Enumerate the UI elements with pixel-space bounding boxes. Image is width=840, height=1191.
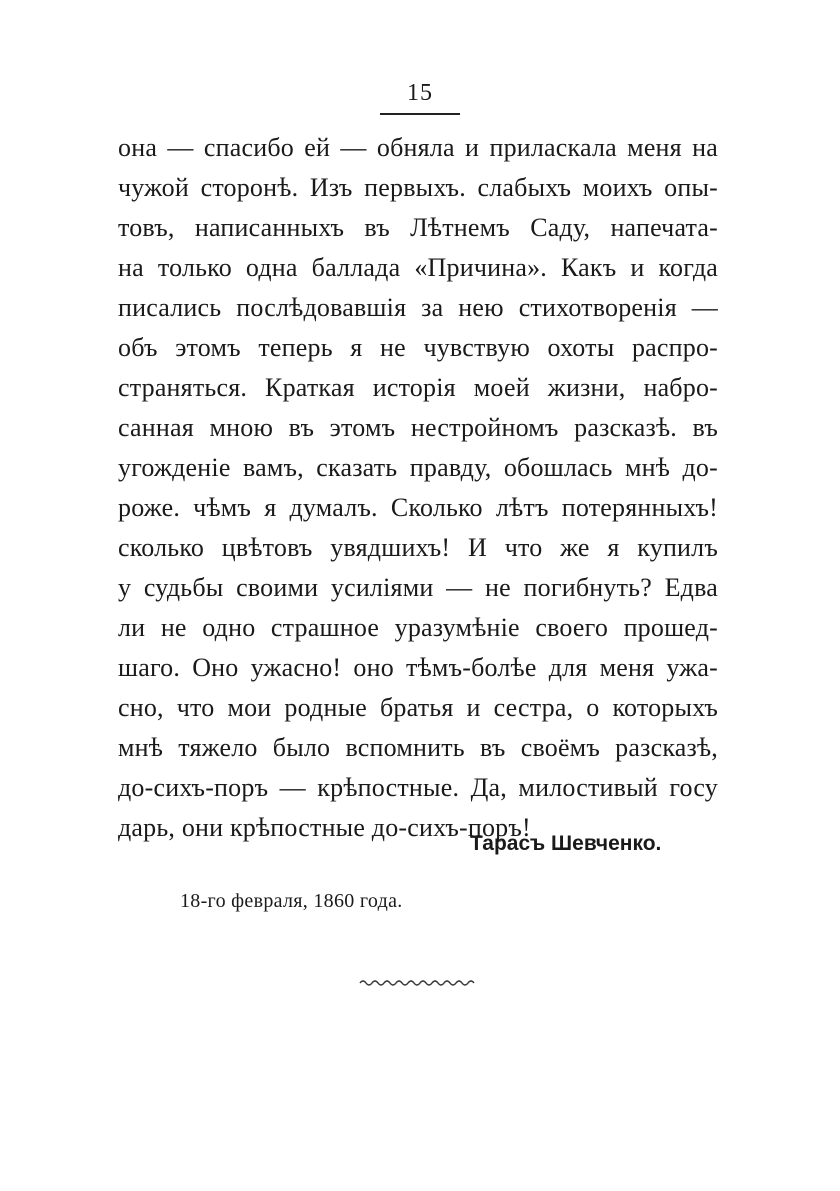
text-line: товъ, написанныхъ въ Лѣтнемъ Саду, напечата- <box>118 213 718 242</box>
text-line: сколько цвѣтовъ увядшихъ! И что же я купилъ <box>118 533 718 562</box>
body-paragraph <box>118 128 718 848</box>
text-line: шаго. Оно ужасно! оно тѣмъ-болѣе для меня ужа- <box>118 653 718 682</box>
page-number-underline <box>380 113 460 115</box>
text-line: мнѣ тяжело было вспомнить въ своёмъ разсказѣ, <box>118 733 718 762</box>
wavy-rule-ornament-icon <box>358 975 480 991</box>
text-line: объ этомъ теперь я не чувствую охоты распро- <box>118 333 718 362</box>
author-signature: Тарасъ Шевченко. <box>470 832 662 855</box>
text-line: она — спасибо ей — обняла и приласкала меня на <box>118 133 718 162</box>
letter-date: 18-го февраля, 1860 года. <box>180 890 403 912</box>
text-line: роже. чѣмъ я думалъ. Сколько лѣтъ потерянныхъ! <box>118 493 718 522</box>
text-line: ли не одно страшное уразумѣніе своего прошед- <box>118 613 718 642</box>
text-line: сно, что мои родные братья и сестра, о которыхъ <box>118 693 718 722</box>
text-line: страняться. Краткая исторія моей жизни, набро- <box>118 373 718 402</box>
text-line-last: дарь, они крѣпостные до-сихъ-поръ! <box>118 813 531 842</box>
text-line: санная мною въ этомъ нестройномъ разсказѣ. въ <box>118 413 718 442</box>
text-line: писались послѣдовавшія за нею стихотворенія — <box>118 293 718 322</box>
text-line: у судьбы своими усиліями — не погибнуть? Едва <box>118 573 718 602</box>
text-line: до-сихъ-поръ — крѣпостные. Да, милостивый госу <box>118 773 718 802</box>
text-line: чужой сторонѣ. Изъ первыхъ. слабыхъ моихъ опы- <box>118 173 718 202</box>
text-line: на только одна баллада «Причина». Какъ и когда <box>118 253 718 282</box>
text-line: угожденіе вамъ, сказать правду, обошлась мнѣ до- <box>118 453 718 482</box>
page-number: 15 <box>407 80 433 106</box>
